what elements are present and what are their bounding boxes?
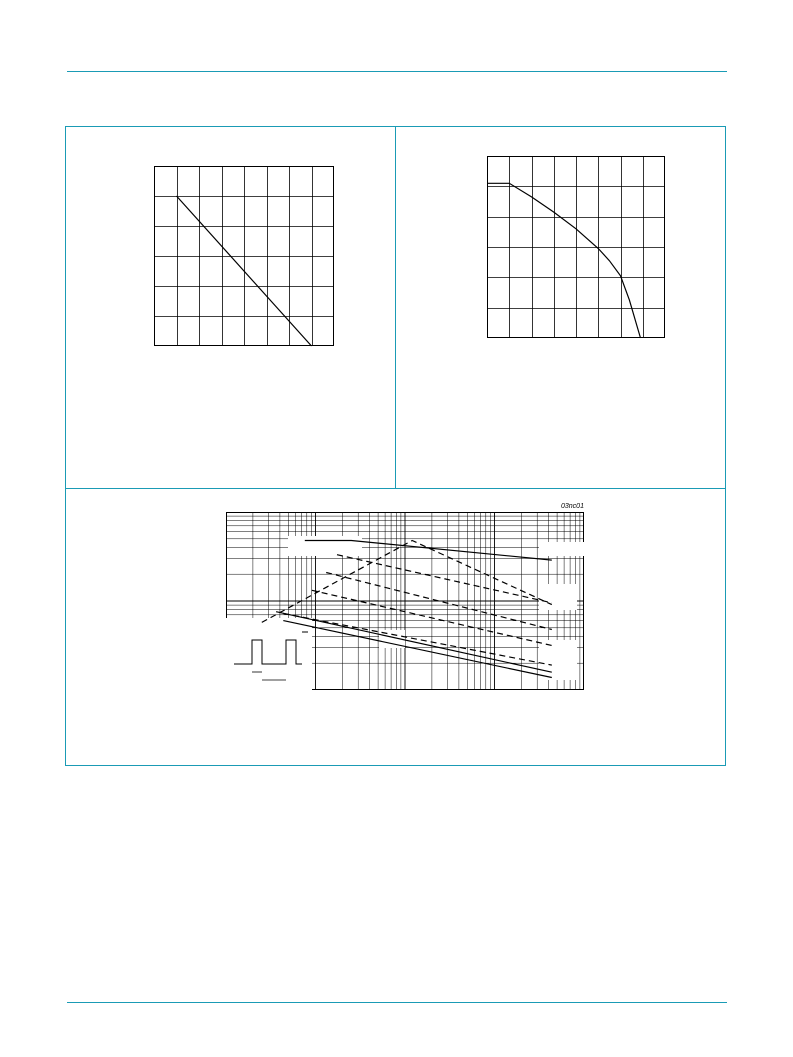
series-line <box>283 614 552 666</box>
label-mask <box>539 584 577 610</box>
chart-safe-operating-area <box>226 512 586 692</box>
chart-derating-curve <box>487 156 665 338</box>
label-mask <box>226 618 312 690</box>
chart-code-label: 03nc01 <box>561 503 584 510</box>
figure-frame-divider-vertical <box>395 126 396 488</box>
series-line <box>177 196 312 346</box>
chart-derating-linear <box>154 166 334 346</box>
label-mask <box>288 536 362 556</box>
figure-frame-left <box>65 126 66 766</box>
plot-frame <box>155 167 334 346</box>
series-line <box>487 183 641 338</box>
figure-frame-right <box>725 126 726 766</box>
header-rule <box>67 71 727 72</box>
label-mask <box>539 640 577 680</box>
plot-frame <box>488 157 665 338</box>
label-mask <box>539 542 584 556</box>
series-line <box>283 621 552 678</box>
footer-rule <box>67 1002 727 1003</box>
figure-frame-bottom <box>65 765 726 766</box>
figure-frame-divider-horizontal <box>65 488 726 489</box>
